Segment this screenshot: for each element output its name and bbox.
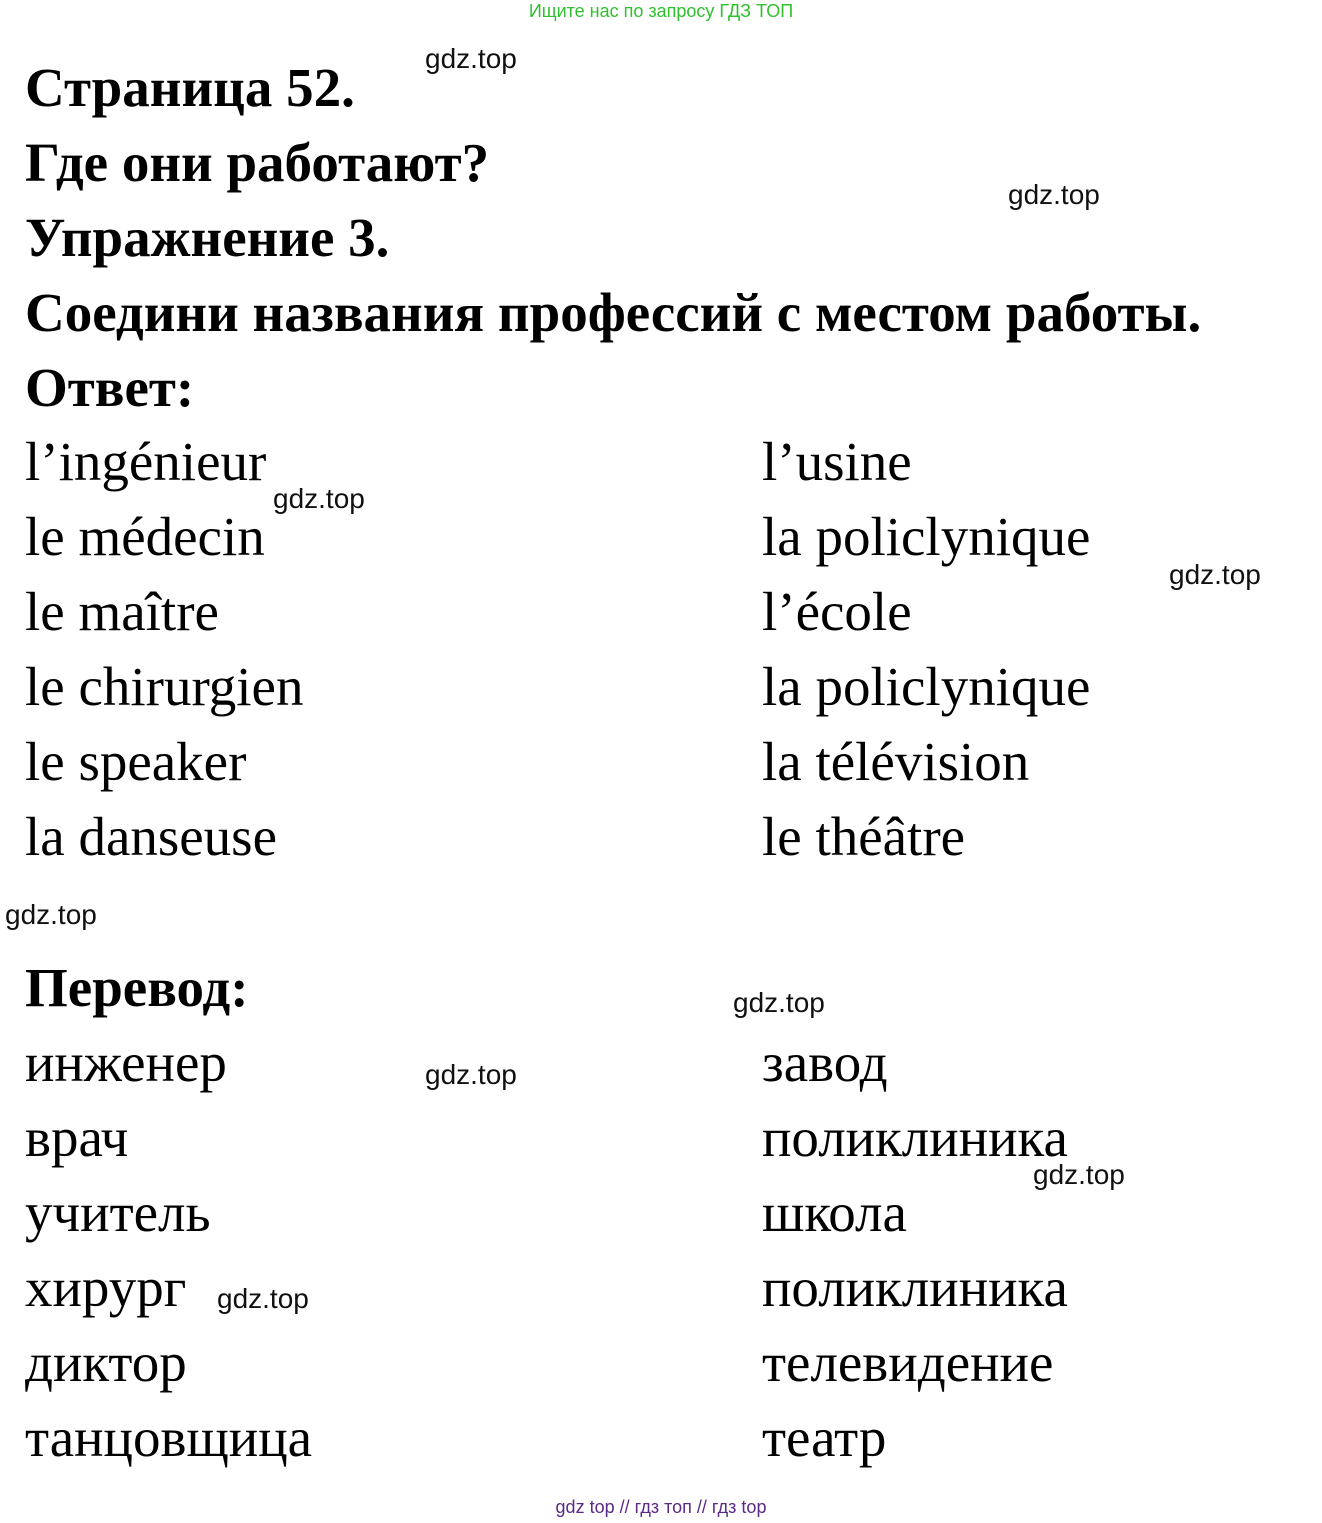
top-banner: Ищите нас по запросу ГДЗ ТОП: [528, 1, 794, 21]
translation-profession: танцовщица: [25, 1407, 313, 1468]
answer-workplace: la policlynique: [762, 506, 1091, 567]
answer-label: Ответ:: [25, 357, 195, 418]
translation-workplace: телевидение: [762, 1332, 1054, 1393]
watermark: gdz.top: [733, 987, 825, 1018]
translation-label: Перевод:: [25, 957, 249, 1018]
answer-profession: le chirurgien: [25, 656, 304, 717]
answer-workplace: l’école: [762, 581, 912, 642]
task-heading: Соедини названия профессий с местом работы.: [25, 282, 1202, 343]
watermark: gdz.top: [273, 483, 365, 514]
answer-profession: la danseuse: [25, 806, 277, 867]
watermark: gdz.top: [425, 43, 517, 74]
translation-profession: учитель: [25, 1182, 211, 1243]
footer-text: gdz top // гдз топ // гдз top: [555, 1497, 767, 1517]
translation-workplace: поликлиника: [762, 1257, 1068, 1318]
answer-workplace: l’usine: [762, 431, 912, 492]
topic-heading: Где они работают?: [25, 132, 490, 193]
translation-profession: хирург: [25, 1257, 187, 1318]
translation-workplace: поликлиника: [762, 1107, 1068, 1168]
watermark: gdz.top: [5, 899, 97, 930]
translation-profession: диктор: [25, 1332, 187, 1393]
watermark: gdz.top: [217, 1283, 309, 1314]
watermark: gdz.top: [1008, 179, 1100, 210]
watermark: gdz.top: [425, 1059, 517, 1090]
answer-profession: l’ingénieur: [25, 431, 267, 492]
answer-workplace: le théâtre: [762, 806, 966, 867]
answer-workplace: la policlynique: [762, 656, 1091, 717]
translation-profession: инженер: [25, 1032, 227, 1093]
answer-profession: le maître: [25, 581, 219, 642]
watermark: gdz.top: [1169, 559, 1261, 590]
translation-profession: врач: [25, 1107, 129, 1168]
translation-workplace: завод: [762, 1032, 888, 1093]
exercise-heading: Упражнение 3.: [25, 207, 390, 268]
watermark: gdz.top: [1033, 1159, 1125, 1190]
answer-profession: le médecin: [25, 506, 265, 567]
page-title: Страница 52.: [25, 57, 355, 118]
answer-workplace: la télévision: [762, 731, 1030, 792]
translation-workplace: театр: [762, 1407, 887, 1468]
translation-workplace: школа: [762, 1182, 907, 1243]
answer-profession: le speaker: [25, 731, 247, 792]
